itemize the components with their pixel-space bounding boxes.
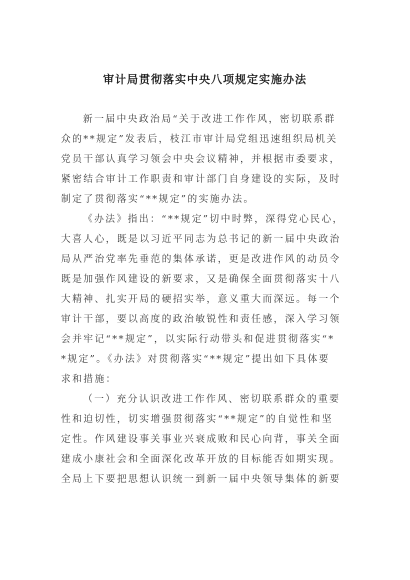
paragraph-line: 全局上下要把思想认识统一到新一届中央领导集体的新要	[61, 474, 341, 485]
paragraph-line: 党员干部认真学习领会中央会议精神，并根据市委要求，	[61, 154, 341, 165]
paragraph-line: 大精神、扎实开局的硬招实举，意义重大而深远。每一个	[61, 294, 341, 305]
paragraph-line: 求和措施：	[61, 374, 117, 385]
paragraph-line: 既是加强作风建设的新要求，又是确保全面贯彻落实十八	[61, 274, 341, 285]
paragraph-line: *规定”。《办法》对贯彻落实“**规定”提出如下具体要	[61, 354, 330, 365]
paragraph-line: 《办法》指出：“**规定”切中时弊，深得党心民心，	[83, 214, 344, 225]
paragraph-line: 定性。作风建设事关事业兴衰成败和民心向背，事关全面	[61, 434, 341, 445]
paragraph-line: 性和迫切性，切实增强贯彻落实“**规定”的自觉性和坚	[61, 414, 334, 425]
paragraph-line: 局从严治党率先垂范的集体承诺，更是改进作风的动员令	[61, 254, 341, 265]
paragraph-line: 会并牢记“**规定”，以实际行动带头和促进贯彻落实“*	[61, 334, 335, 345]
document-body	[61, 110, 351, 490]
document-title: 审计局贯彻落实中央八项规定实施办法	[103, 73, 307, 86]
paragraph-line: 建成小康社会和全面深化改革开放的目标能否如期实现。	[61, 454, 341, 465]
paragraph-line: 新一届中央政治局“关于改进工作作风，密切联系群	[83, 114, 336, 125]
paragraph-line: 审计干部，要以高度的政治敏锐性和责任感，深入学习领	[61, 314, 341, 325]
paragraph-line: 众的**规定”发表后，枝江市审计局党组迅速组织局机关	[61, 134, 338, 145]
paragraph-line: 大喜人心，既是以习近平同志为总书记的新一届中央政治	[61, 234, 341, 245]
paragraph-line: （一）充分认识改进工作作风、密切联系群众的重要	[83, 394, 341, 405]
paragraph-line: 制定了贯彻落实“**规定”的实施办法。	[61, 194, 255, 205]
paragraph-line: 紧密结合审计工作职责和审计部门自身建设的实际，及时	[61, 174, 341, 185]
